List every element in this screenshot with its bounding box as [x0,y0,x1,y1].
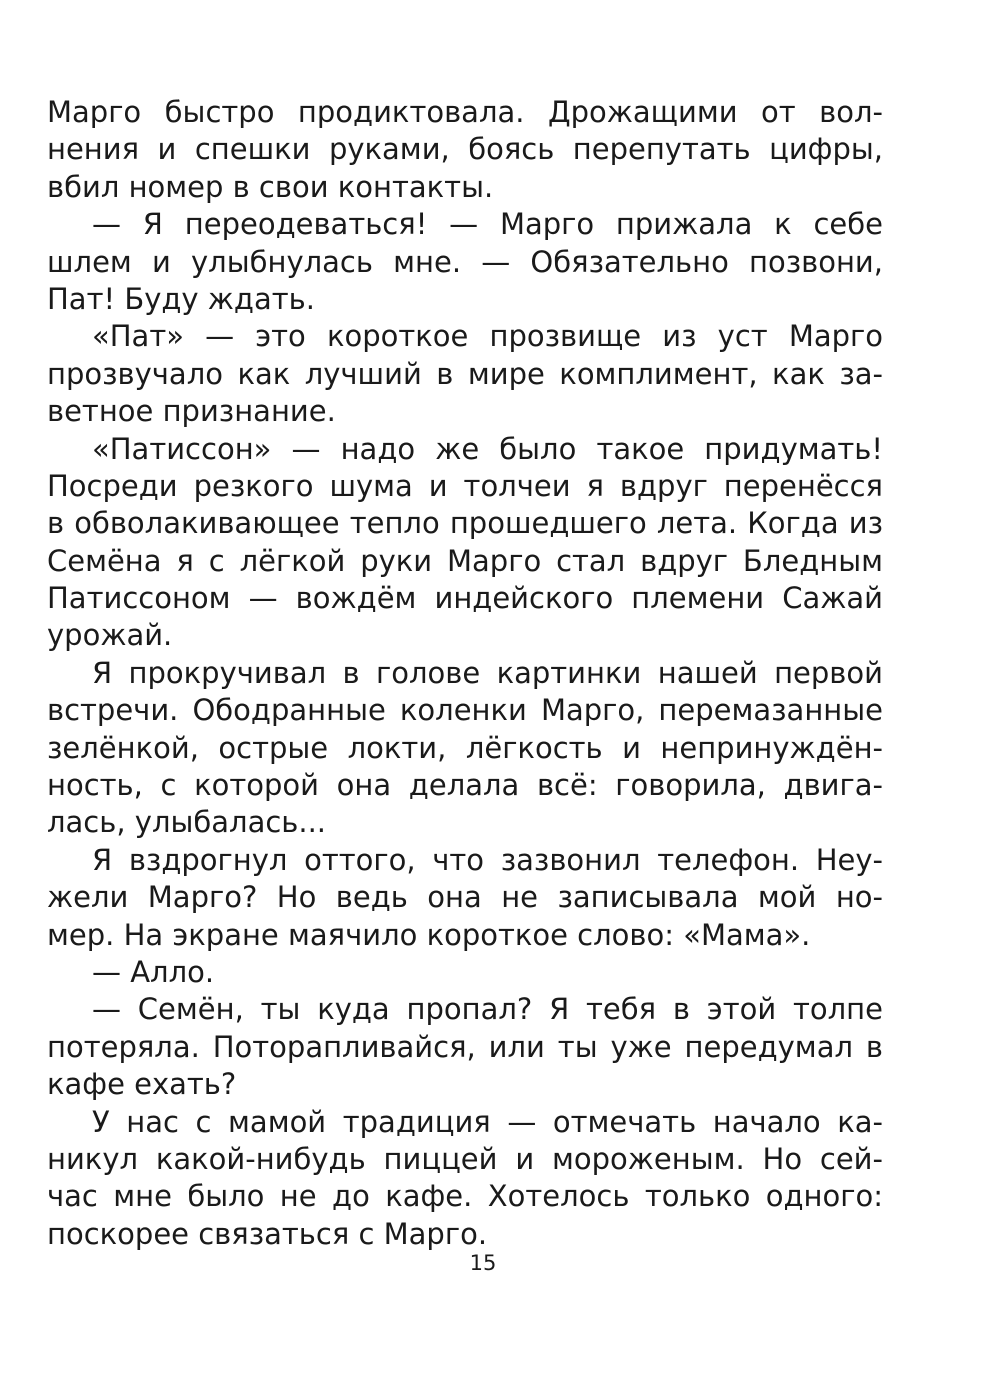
text-line: «Патиссон» — надо же было такое придумать! [92,431,883,466]
text-line: — Я переодеваться! — Марго прижала к себе [92,207,883,242]
text-line: кафе ехать? [47,1067,237,1102]
page-body [47,94,883,1253]
text-line: мер. На экране маячило короткое слово: «Мама». [47,917,811,952]
text-line: жели Марго? Но ведь она не записывала мой но- [47,880,883,915]
text-line: ность, с которой она делала всё: говорила, двига- [47,768,883,803]
text-line: У нас с мамой традиция — отмечать начало ка- [92,1104,883,1139]
text-line: прозвучало как лучший в мире комплимент, как за- [47,356,883,391]
page-number: 15 [469,1251,497,1275]
text-line: никул какой-нибудь пиццей и мороженым. Но сей- [47,1141,883,1176]
text-line: — Семён, ты куда пропал? Я тебя в этой толпе [92,992,883,1027]
text-line: шлем и улыбнулась мне. — Обязательно позвони, [47,244,883,279]
text-line: поскорее связаться с Марго. [47,1216,488,1251]
text-line: Марго быстро продиктовала. Дрожащими от вол- [47,95,883,129]
text-line: час мне было не до кафе. Хотелось только одного: [47,1179,883,1214]
text-line: Я вздрогнул оттого, что зазвонил телефон. Неу- [92,842,883,877]
text-line: нения и спешки руками, боясь перепутать цифры, [47,132,883,167]
text-line: зелёнкой, острые локти, лёгкость и непринуждён- [47,730,883,765]
text-line: Патиссоном — вождём индейского племени Сажай [47,581,883,616]
text-line: в обволакивающее тепло прошедшего лета. Когда из [47,506,883,541]
text-line: урожай. [47,618,173,653]
text-line: ветное признание. [47,394,336,429]
text-line: Пат! Буду ждать. [47,281,315,316]
text-line: лась, улыбалась... [47,805,327,840]
text-line: — Алло. [92,954,215,989]
text-line: Семёна я с лёгкой руки Марго стал вдруг Бледным [47,543,883,578]
text-line: потеряла. Поторапливайся, или ты уже передумал в [47,1029,883,1064]
text-line: встречи. Ободранные коленки Марго, перемазанные [47,693,883,728]
text-line: Посреди резкого шума и толчеи я вдруг перенёсся [47,468,883,503]
text-line: вбил номер в свои контакты. [47,169,494,204]
text-line: Я прокручивал в голове картинки нашей первой [92,655,883,690]
text-line: «Пат» — это короткое прозвище из уст Марго [92,319,883,354]
